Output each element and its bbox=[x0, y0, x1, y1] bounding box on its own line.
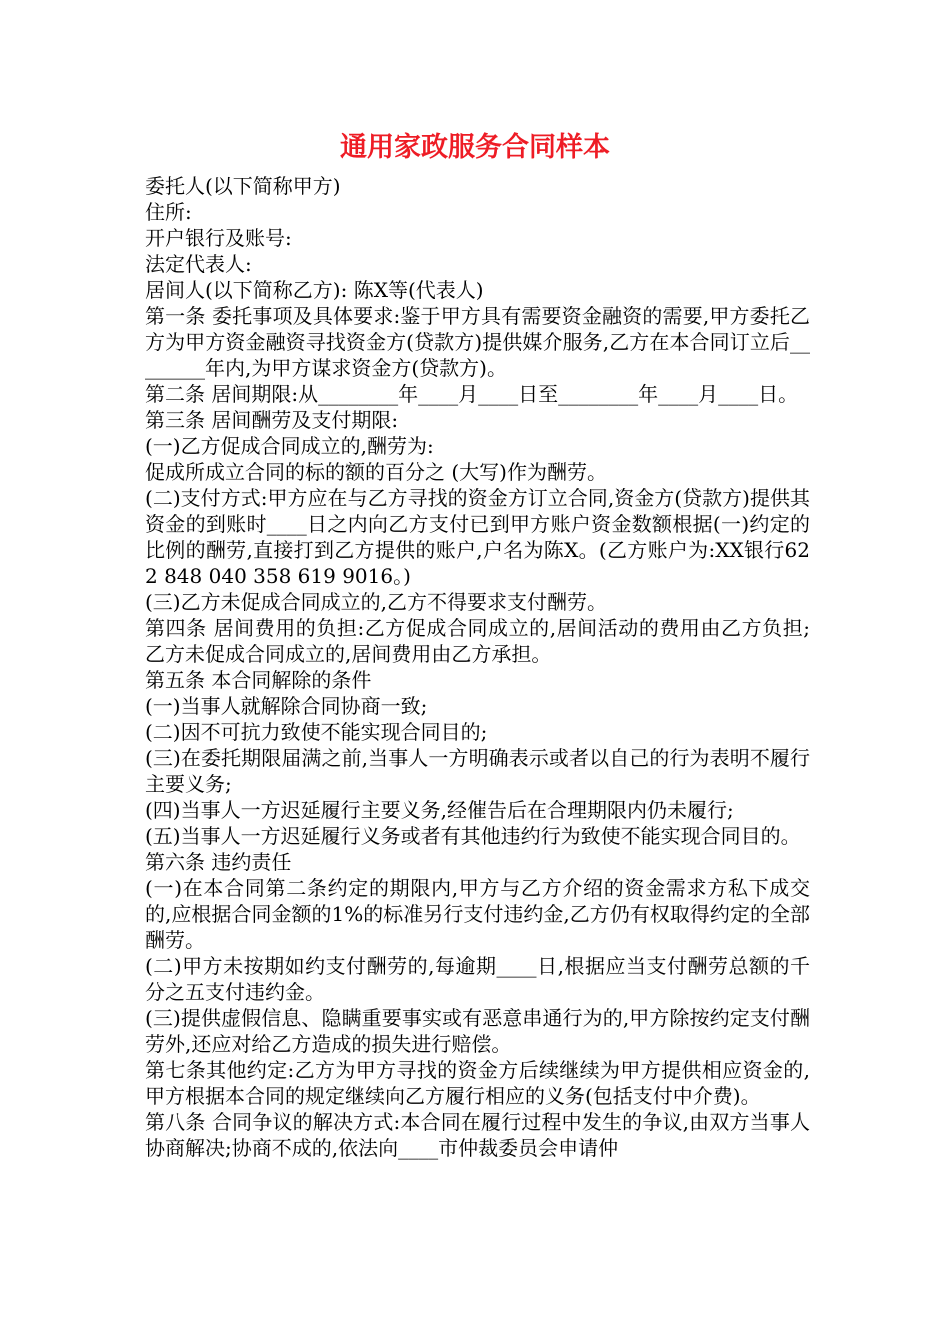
paragraph-article-2: 第二条 居间期限:从________年____月____日至________年____月____日。 bbox=[145, 382, 799, 406]
paragraph-article-5: 第五条 本合同解除的条件 bbox=[145, 668, 372, 692]
paragraph-article-3-item-2: (二)支付方式:甲方应在与乙方寻找的资金方订立合同,资金方(贷款方)提供其资金的到账时____日之内向乙方支付已到甲方账户资金数额根据(一)约定的比例的酬劳,直接打到乙方提供的账户,户名为陈X。(乙方账户为:XX银行622 848 040 358 619 9016。) bbox=[145, 486, 810, 588]
paragraph-article-5-item-1: (一)当事人就解除合同协商一致; bbox=[145, 694, 428, 718]
paragraph-address: 住所: bbox=[145, 200, 192, 224]
document-body bbox=[145, 173, 810, 1161]
paragraph-article-5-item-4: (四)当事人一方迟延履行主要义务,经催告后在合理期限内仍未履行; bbox=[145, 798, 734, 822]
document-title: 通用家政服务合同样本 bbox=[340, 132, 610, 163]
paragraph-article-5-item-5: (五)当事人一方迟延履行义务或者有其他违约行为致使不能实现合同目的。 bbox=[145, 824, 801, 848]
paragraph-article-3-item-1-detail: 促成所成立合同的标的额的百分之 (大写)作为酬劳。 bbox=[145, 460, 607, 484]
paragraph-legal-rep: 法定代表人: bbox=[145, 252, 252, 276]
paragraph-article-3-item-1: (一)乙方促成合同成立的,酬劳为: bbox=[145, 434, 434, 458]
paragraph-article-6-item-2: (二)甲方未按期如约支付酬劳的,每逾期____日,根据应当支付酬劳总额的千分之五支付违约金。 bbox=[145, 954, 810, 1004]
paragraph-article-5-item-3: (三)在委托期限届满之前,当事人一方明确表示或者以自己的行为表明不履行主要义务; bbox=[145, 746, 810, 796]
paragraph-article-5-item-2: (二)因不可抗力致使不能实现合同目的; bbox=[145, 720, 488, 744]
paragraph-intermediary: 居间人(以下简称乙方): 陈X等(代表人) bbox=[145, 278, 484, 302]
paragraph-article-7: 第七条其他约定:乙方为甲方寻找的资金方后续继续为甲方提供相应资金的,甲方根据本合同的规定继续向乙方履行相应的义务(包括支付中介费)。 bbox=[145, 1058, 810, 1108]
paragraph-bank-account: 开户银行及账号: bbox=[145, 226, 292, 250]
paragraph-article-6-item-3: (三)提供虚假信息、隐瞒重要事实或有恶意串通行为的,甲方除按约定支付酬劳外,还应对给乙方造成的损失进行赔偿。 bbox=[145, 1006, 810, 1056]
paragraph-article-3: 第三条 居间酬劳及支付期限: bbox=[145, 408, 399, 432]
paragraph-client: 委托人(以下简称甲方) bbox=[145, 174, 341, 198]
paragraph-article-3-item-3: (三)乙方未促成合同成立的,乙方不得要求支付酬劳。 bbox=[145, 590, 607, 614]
paragraph-article-6-item-1: (一)在本合同第二条约定的期限内,甲方与乙方介绍的资金需求方私下成交的,应根据合同金额的1%的标准另行支付违约金,乙方仍有权取得约定的全部酬劳。 bbox=[145, 876, 810, 952]
paragraph-article-1: 第一条 委托事项及具体要求:鉴于甲方具有需要资金融资的需要,甲方委托乙方为甲方资金融资寻找资金方(贷款方)提供媒介服务,乙方在本合同订立后________年内,为甲方谋求资金方(贷款方)。 bbox=[145, 304, 810, 380]
paragraph-article-8: 第八条 合同争议的解决方式:本合同在履行过程中发生的争议,由双方当事人协商解决;协商不成的,依法向____市仲裁委员会申请仲 bbox=[145, 1110, 810, 1160]
paragraph-article-6: 第六条 违约责任 bbox=[145, 850, 292, 874]
paragraph-article-4: 第四条 居间费用的负担:乙方促成合同成立的,居间活动的费用由乙方负担;乙方未促成合同成立的,居间费用由乙方承担。 bbox=[145, 616, 810, 666]
